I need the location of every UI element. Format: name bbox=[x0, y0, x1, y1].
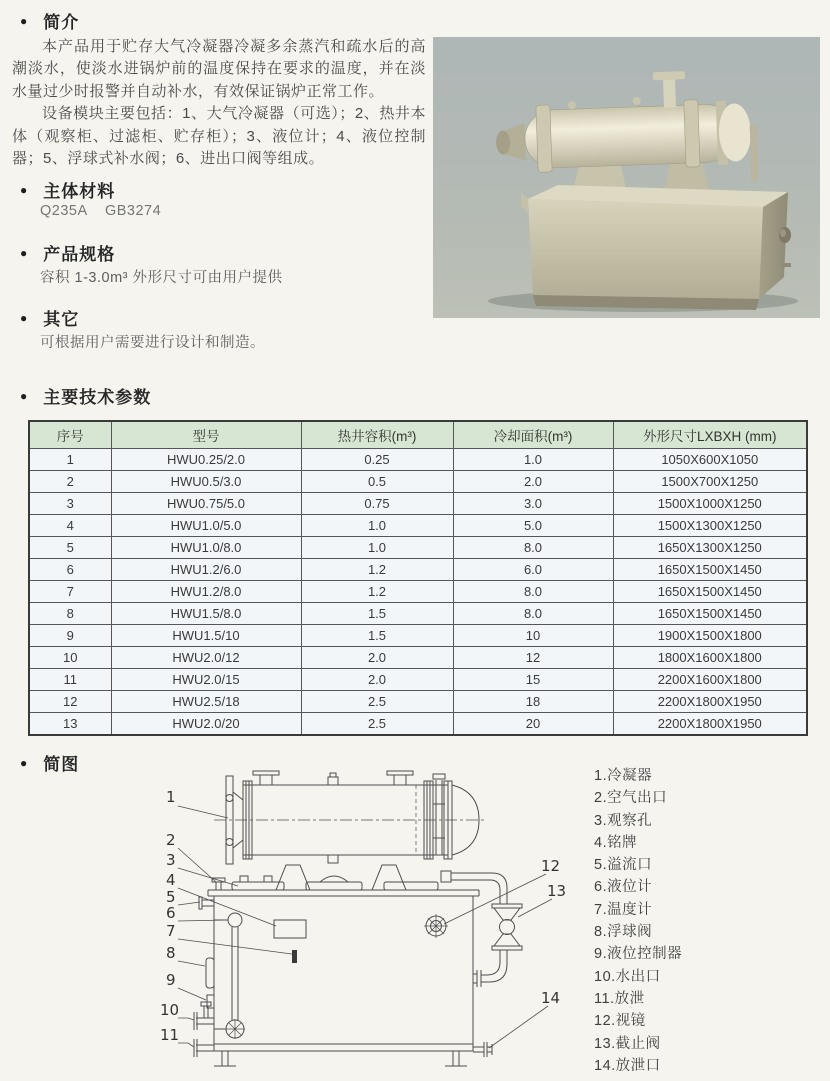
table-row bbox=[29, 691, 807, 713]
table-row bbox=[29, 669, 807, 691]
legend-item: 10.水出口 bbox=[594, 968, 661, 985]
table-cell: 10 bbox=[453, 625, 613, 647]
table-cell: 0.25 bbox=[301, 449, 453, 471]
table-row bbox=[29, 581, 807, 603]
table-cell: 10 bbox=[29, 647, 111, 669]
table-cell: 1 bbox=[29, 449, 111, 471]
table-cell: 2.5 bbox=[301, 691, 453, 713]
params-table-body bbox=[29, 449, 807, 736]
section-title: 简介 bbox=[43, 13, 80, 32]
product-photo bbox=[433, 37, 820, 318]
table-cell: 1900X1500X1800 bbox=[613, 625, 807, 647]
callout-4: 4 bbox=[166, 871, 176, 889]
table-row bbox=[29, 515, 807, 537]
spec-content: 容积 1-3.0m³ 外形尺寸可由用户提供 bbox=[40, 270, 283, 286]
table-cell: 15 bbox=[453, 669, 613, 691]
table-cell: 8.0 bbox=[453, 581, 613, 603]
table-header-cell: 型号 bbox=[111, 421, 301, 449]
legend-item: 6.液位计 bbox=[594, 879, 653, 896]
legend-item: 14.放泄口 bbox=[594, 1057, 661, 1074]
product-photo-art bbox=[433, 37, 820, 318]
table-cell: 8 bbox=[29, 603, 111, 625]
table-cell: HWU2.0/12 bbox=[111, 647, 301, 669]
table-cell: 3.0 bbox=[453, 493, 613, 515]
table-cell: 4 bbox=[29, 515, 111, 537]
bullet-icon: ● bbox=[20, 182, 29, 197]
callout-3: 3 bbox=[166, 851, 176, 869]
legend-item: 12.视镜 bbox=[594, 1013, 646, 1030]
table-cell: HWU2.5/18 bbox=[111, 691, 301, 713]
table-cell: 1650X1300X1250 bbox=[613, 537, 807, 559]
section-title: 简图 bbox=[43, 755, 80, 774]
table-header-cell: 热井容积(m³) bbox=[301, 421, 453, 449]
bullet-icon: ● bbox=[20, 310, 29, 325]
table-cell: 11 bbox=[29, 669, 111, 691]
legend-item: 11.放泄 bbox=[594, 990, 645, 1007]
table-cell: 1.5 bbox=[301, 603, 453, 625]
intro-text bbox=[12, 36, 426, 170]
table-cell: 5 bbox=[29, 537, 111, 559]
section-title: 产品规格 bbox=[43, 245, 116, 264]
callout-10: 10 bbox=[160, 1001, 180, 1019]
table-cell: 1500X1000X1250 bbox=[613, 493, 807, 515]
table-cell: 20 bbox=[453, 713, 613, 736]
table-row bbox=[29, 603, 807, 625]
intro-paragraph-2: 设备模块主要包括：1、大气冷凝器（可选）；2、热井本体（观察柜、过滤柜、贮存柜）；3、液位计；4、液位控制器；5、浮球式补水阀；6、进出口阀等组成。 bbox=[12, 105, 426, 168]
table-cell: HWU0.25/2.0 bbox=[111, 449, 301, 471]
table-cell: 1.0 bbox=[301, 515, 453, 537]
section-title: 主体材料 bbox=[43, 182, 116, 201]
section-diagram-heading bbox=[20, 750, 79, 775]
table-cell: 1.2 bbox=[301, 581, 453, 603]
table-row bbox=[29, 449, 807, 471]
table-cell: HWU1.5/8.0 bbox=[111, 603, 301, 625]
table-row bbox=[29, 471, 807, 493]
bullet-icon: ● bbox=[20, 13, 29, 28]
callout-11: 11 bbox=[160, 1026, 180, 1044]
table-cell: HWU2.0/20 bbox=[111, 713, 301, 736]
table-header-cell: 外形尺寸LXBXH (mm) bbox=[613, 421, 807, 449]
legend-item: 3.观察孔 bbox=[594, 812, 653, 829]
bullet-icon: ● bbox=[20, 388, 29, 403]
table-cell: 1800X1600X1800 bbox=[613, 647, 807, 669]
section-title: 主要技术参数 bbox=[43, 388, 152, 407]
table-header-cell: 冷却面积(m³) bbox=[453, 421, 613, 449]
table-header-row bbox=[29, 421, 807, 449]
table-header-cell: 序号 bbox=[29, 421, 111, 449]
callout-8: 8 bbox=[166, 944, 176, 962]
diagram-legend bbox=[594, 765, 764, 1077]
table-cell: 2200X1800X1950 bbox=[613, 691, 807, 713]
legend-item: 1.冷凝器 bbox=[594, 768, 653, 784]
table-cell: 3 bbox=[29, 493, 111, 515]
table-cell: 1650X1500X1450 bbox=[613, 603, 807, 625]
table-cell: 8.0 bbox=[453, 537, 613, 559]
table-cell: 13 bbox=[29, 713, 111, 736]
table-cell: 2200X1600X1800 bbox=[613, 669, 807, 691]
table-cell: 0.5 bbox=[301, 471, 453, 493]
table-row bbox=[29, 537, 807, 559]
material-content: Q235A GB3274 bbox=[40, 203, 162, 219]
callout-5: 5 bbox=[166, 888, 176, 906]
other-content: 可根据用户需要进行设计和制造。 bbox=[40, 335, 265, 351]
table-row bbox=[29, 493, 807, 515]
schematic-diagram bbox=[148, 768, 600, 1080]
table-cell: 2.0 bbox=[301, 647, 453, 669]
table-cell: 2200X1800X1950 bbox=[613, 713, 807, 736]
callout-14: 14 bbox=[541, 989, 561, 1007]
table-cell: 5.0 bbox=[453, 515, 613, 537]
table-row bbox=[29, 713, 807, 736]
table-cell: HWU1.0/8.0 bbox=[111, 537, 301, 559]
table-cell: 8.0 bbox=[453, 603, 613, 625]
callout-6: 6 bbox=[166, 904, 176, 922]
callout-2: 2 bbox=[166, 831, 176, 849]
legend-item: 4.铭牌 bbox=[594, 834, 638, 851]
legend-item: 2.空气出口 bbox=[594, 790, 668, 807]
legend-item: 5.溢流口 bbox=[594, 857, 653, 874]
table-cell: 0.75 bbox=[301, 493, 453, 515]
table-row bbox=[29, 625, 807, 647]
table-cell: 1050X600X1050 bbox=[613, 449, 807, 471]
section-spec-heading bbox=[20, 240, 115, 265]
callout-7: 7 bbox=[166, 922, 176, 940]
table-cell: 1.2 bbox=[301, 559, 453, 581]
table-cell: 12 bbox=[29, 691, 111, 713]
table-cell: 1500X700X1250 bbox=[613, 471, 807, 493]
table-cell: HWU1.5/10 bbox=[111, 625, 301, 647]
table-cell: HWU1.2/6.0 bbox=[111, 559, 301, 581]
section-title: 其它 bbox=[43, 310, 80, 329]
table-row bbox=[29, 647, 807, 669]
table-cell: 18 bbox=[453, 691, 613, 713]
table-cell: HWU0.75/5.0 bbox=[111, 493, 301, 515]
bullet-icon: ● bbox=[20, 755, 29, 770]
callout-1: 1 bbox=[166, 788, 176, 806]
table-cell: 1650X1500X1450 bbox=[613, 559, 807, 581]
table-cell: 6.0 bbox=[453, 559, 613, 581]
table-cell: 1.0 bbox=[453, 449, 613, 471]
table-cell: 7 bbox=[29, 581, 111, 603]
table-cell: 6 bbox=[29, 559, 111, 581]
section-intro-heading bbox=[20, 8, 79, 33]
table-cell: 2.0 bbox=[301, 669, 453, 691]
table-cell: 1.0 bbox=[301, 537, 453, 559]
intro-paragraph-1: 本产品用于贮存大气冷凝器冷凝多余蒸汽和疏水后的高潮淡水，使淡水进锅炉前的温度保持在要求的温度，并在淡水量过少时报警并自动补水，有效保证锅炉正常工作。 bbox=[12, 38, 426, 100]
table-cell: 9 bbox=[29, 625, 111, 647]
legend-item: 13.截止阀 bbox=[594, 1035, 661, 1052]
legend-item: 7.温度计 bbox=[594, 901, 653, 918]
table-cell: HWU0.5/3.0 bbox=[111, 471, 301, 493]
table-cell: 12 bbox=[453, 647, 613, 669]
table-cell: HWU1.2/8.0 bbox=[111, 581, 301, 603]
table-cell: 2 bbox=[29, 471, 111, 493]
callout-9: 9 bbox=[166, 971, 176, 989]
section-params-heading bbox=[20, 383, 151, 408]
table-row bbox=[29, 559, 807, 581]
table-cell: 2.5 bbox=[301, 713, 453, 736]
params-table bbox=[28, 420, 808, 736]
section-other-heading bbox=[20, 305, 79, 330]
table-cell: HWU2.0/15 bbox=[111, 669, 301, 691]
callout-12: 12 bbox=[541, 857, 561, 875]
table-cell: 2.0 bbox=[453, 471, 613, 493]
table-cell: HWU1.0/5.0 bbox=[111, 515, 301, 537]
legend-item: 8.浮球阀 bbox=[594, 924, 653, 941]
table-cell: 1500X1300X1250 bbox=[613, 515, 807, 537]
section-material-heading bbox=[20, 177, 115, 202]
table-cell: 1.5 bbox=[301, 625, 453, 647]
schematic-art bbox=[148, 768, 600, 1080]
table-cell: 1650X1500X1450 bbox=[613, 581, 807, 603]
legend-item: 9.液位控制器 bbox=[594, 946, 683, 963]
callout-13: 13 bbox=[547, 882, 567, 900]
bullet-icon: ● bbox=[20, 245, 29, 260]
